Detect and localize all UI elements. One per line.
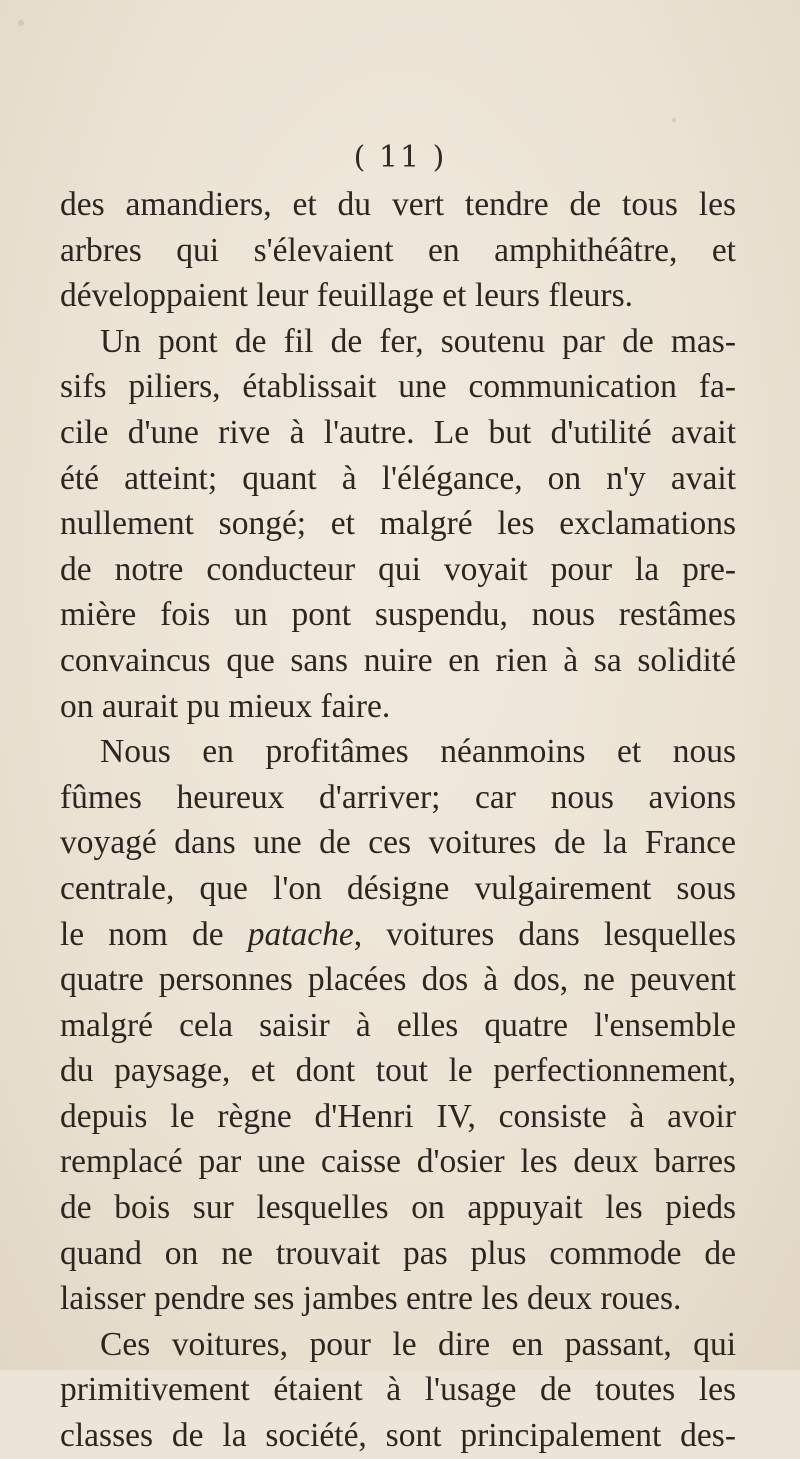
text-line: quatre personnes placées dos à dos, ne peuvent	[60, 961, 736, 999]
text-line: mière fois un pont suspendu, nous restâmes	[60, 596, 736, 634]
text-line: du paysage, et dont tout le perfectionnement,	[60, 1052, 736, 1090]
text-line: classes de la société, sont principalement des-	[60, 1417, 736, 1455]
text-line: fûmes heureux d'arriver; car nous avions	[60, 778, 736, 816]
text-line: développaient leur feuillage et leurs fleurs.	[60, 277, 633, 315]
text-line: convaincus que sans nuire en rien à sa solidité	[60, 641, 736, 679]
italic-word: patache	[247, 915, 354, 953]
text-line: centrale, que l'on désigne vulgairement sous	[60, 869, 736, 907]
text-line: Nous en profitâmes néanmoins et nous	[100, 733, 736, 771]
text-line: arbres qui s'élevaient en amphithéâtre, et	[60, 231, 736, 269]
text-line: voyagé dans une de ces voitures de la France	[60, 824, 736, 862]
text-fragment: , voitures dans lesquelles	[353, 915, 736, 953]
text-line: remplacé par une caisse d'osier les deux barres	[60, 1143, 736, 1181]
text-line: sifs piliers, établissait une communication fa-	[60, 368, 736, 406]
text-line: de notre conducteur qui voyait pour la pre-	[60, 550, 736, 588]
text-line: des amandiers, et du vert tendre de tous les	[60, 186, 736, 223]
text-line: primitivement étaient à l'usage de toutes les	[60, 1371, 736, 1409]
text-line: cile d'une rive à l'autre. Le but d'utilité avait	[60, 413, 736, 451]
foxing-spot	[18, 20, 24, 26]
text-line: été atteint; quant à l'élégance, on n'y avait	[60, 459, 736, 497]
page-number: ( 11 )	[353, 140, 447, 175]
text-line: Un pont de fil de fer, soutenu par de mas-	[100, 322, 736, 360]
foxing-spot	[672, 118, 676, 122]
text-line: quand on ne trouvait pas plus commode de	[60, 1234, 736, 1272]
text-line: nullement songé; et malgré les exclamations	[60, 505, 736, 543]
text-line-with-italic	[60, 912, 736, 958]
text-line: laisser pendre ses jambes entre les deux roues.	[60, 1280, 682, 1318]
text-line: de bois sur lesquelles on appuyait les pieds	[60, 1189, 736, 1227]
text-line: Ces voitures, pour le dire en passant, qui	[100, 1325, 736, 1363]
body-text	[60, 182, 736, 1459]
text-fragment: le nom de	[60, 915, 248, 953]
text-line: depuis le règne d'Henri IV, consiste à avoir	[60, 1097, 736, 1135]
text-line: malgré cela saisir à elles quatre l'ensemble	[60, 1006, 736, 1044]
text-line: on aurait pu mieux faire.	[60, 687, 391, 725]
